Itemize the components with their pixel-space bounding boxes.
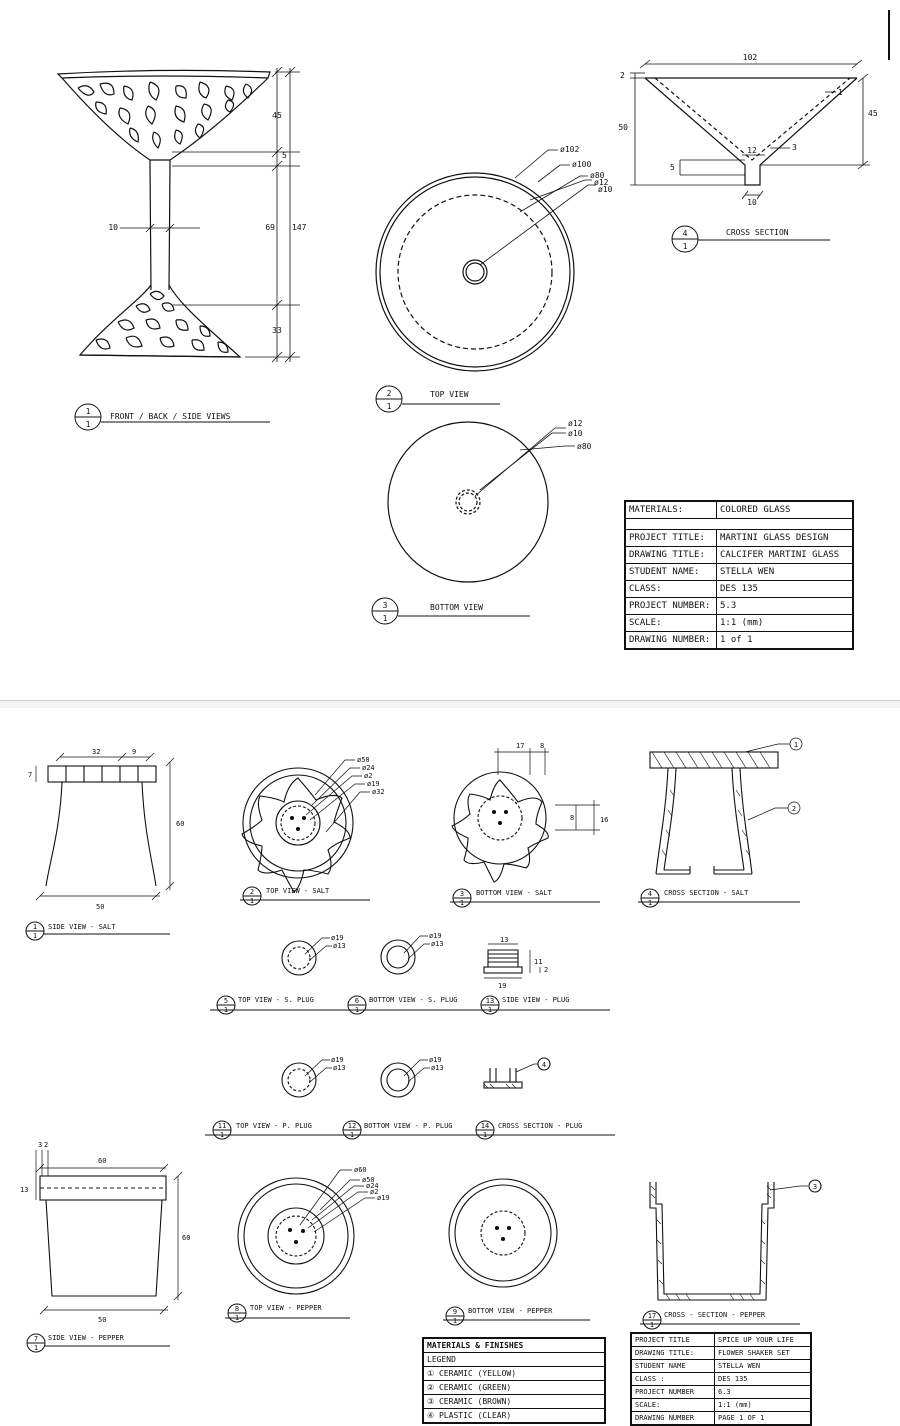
callout-text: ø19 <box>367 780 380 788</box>
label-number: 9 <box>452 1308 458 1316</box>
dim-cs-height-left: 50 <box>618 123 628 132</box>
dim-text: 19 <box>498 982 507 990</box>
balloon-cs-1: 1 <box>838 88 843 97</box>
tb-value: MARTINI GLASS DESIGN <box>720 533 829 543</box>
materials-label: MATERIALS: <box>626 502 717 518</box>
pepper-plug-views <box>282 1058 550 1097</box>
side-view-salt-shape <box>46 766 156 886</box>
callout-text: ø32 <box>372 788 385 796</box>
dim-stem-height: 69 <box>265 223 275 232</box>
label-number: 8 <box>234 1305 240 1313</box>
label-sheet: 1 <box>234 1314 240 1322</box>
tb-key: CLASS: <box>626 581 717 597</box>
callout-text: ø2 <box>370 1188 379 1196</box>
tb-key: SCALE: <box>626 615 717 631</box>
tb-key: PROJECT NUMBER <box>632 1386 715 1398</box>
dim-text: 3 <box>38 1141 43 1149</box>
legend-title: MATERIALS & FINISHES <box>424 1339 604 1353</box>
balloon-cs-3: 3 <box>792 143 797 152</box>
label-sheet: 1 <box>649 1321 655 1329</box>
dim-cs-height-right: 45 <box>868 109 878 118</box>
view-title: BOTTOM VIEW - PEPPER <box>468 1307 553 1315</box>
view-title: BOTTOM VIEW - S. PLUG <box>369 996 458 1004</box>
tb-value: DES 135 <box>718 1375 748 1383</box>
callout-text: ø50 <box>357 756 370 764</box>
bottom-view-salt-shape <box>452 772 548 882</box>
dim-text: 7 <box>28 771 33 779</box>
tb-value: STELLA WEN <box>720 567 775 577</box>
tb-value: 1:1 (mm) <box>718 1401 752 1409</box>
cross-section-glass <box>645 78 857 185</box>
label-number: 1 <box>32 923 38 931</box>
tb-value: 1:1 (mm) <box>720 618 764 628</box>
label-sheet: 1 <box>354 1006 360 1014</box>
view-title: SIDE VIEW - PLUG <box>502 996 570 1004</box>
tb-value: PAGE 1 OF 1 <box>718 1414 765 1422</box>
tb-key: STUDENT NAME <box>632 1360 715 1372</box>
tb-key: STUDENT NAME: <box>626 564 717 580</box>
top-view-pepper-shape <box>238 1178 354 1294</box>
legend-item: ② CERAMIC (GREEN) <box>424 1381 604 1395</box>
label-number: 2 <box>249 888 255 896</box>
tb-key: PROJECT TITLE: <box>626 530 717 546</box>
callout-text: ø24 <box>366 1182 379 1190</box>
dim-bowl-height: 45 <box>272 111 282 120</box>
view-title-cross: CROSS SECTION <box>726 228 789 237</box>
title-block-shakers <box>630 1332 812 1426</box>
dim-base-height: 33 <box>272 326 282 335</box>
dim-text: 13 <box>20 1186 29 1194</box>
view-title: BOTTOM VIEW - P. PLUG <box>364 1122 453 1130</box>
dim-text: 8 <box>540 742 545 750</box>
balloon-text: 1 <box>793 741 799 749</box>
salt-plug-views <box>282 936 430 975</box>
callout-text: ø19 <box>429 1056 442 1064</box>
label-2-number: 2 <box>386 389 392 398</box>
materials-value: COLORED GLASS <box>720 505 791 515</box>
callout-text: ø19 <box>429 932 442 940</box>
label-2-sheet: 1 <box>386 402 392 411</box>
tb-key: PROJECT TITLE <box>632 1334 715 1346</box>
view-title: SIDE VIEW - PEPPER <box>48 1334 124 1342</box>
tb-key: CLASS : <box>632 1373 715 1385</box>
callout-bottom-d12: ø12 <box>568 419 583 428</box>
callout-text: ø19 <box>377 1194 390 1202</box>
dim-text: 17 <box>516 742 525 750</box>
view-title-front: FRONT / BACK / SIDE VIEWS <box>110 412 231 421</box>
cross-section-dimensions <box>630 60 870 199</box>
tb-key: DRAWING NUMBER: <box>626 632 717 648</box>
title-block-martini <box>624 500 854 650</box>
top-view-salt-shape <box>242 768 353 892</box>
bottom-view-leaders <box>475 428 575 496</box>
label-sheet: 1 <box>487 1006 493 1014</box>
tb-key: PROJECT NUMBER: <box>626 598 717 614</box>
dim-text: 32 <box>92 748 101 756</box>
dim-cs-neck-height: 5 <box>670 163 675 172</box>
label-sheet: 1 <box>482 1131 488 1139</box>
tb-value: STELLA WEN <box>718 1362 761 1370</box>
drawing-sheet-shakers <box>0 708 900 1421</box>
tb-value: CALCIFER MARTINI GLASS <box>720 550 840 560</box>
label-number: 14 <box>480 1122 490 1130</box>
callout-text: ø19 <box>331 934 344 942</box>
label-number: 11 <box>217 1122 227 1130</box>
label-1-sheet: 1 <box>85 420 91 429</box>
callout-text: ø24 <box>362 764 375 772</box>
bottom-view-pepper-shape <box>449 1179 557 1287</box>
label-sheet: 1 <box>33 1344 39 1352</box>
label-sheet: 1 <box>249 897 255 905</box>
shaker-drawing <box>0 708 900 1421</box>
label-4-sheet: 1 <box>682 242 688 251</box>
front-view-glass <box>58 70 270 357</box>
label-4-number: 4 <box>682 229 688 238</box>
callout-d80: ø80 <box>590 171 605 180</box>
legend-item: ① CERAMIC (YELLOW) <box>424 1367 604 1381</box>
view-title: CROSS - SECTION - PEPPER <box>664 1311 766 1319</box>
balloon-text: 2 <box>791 805 797 813</box>
view-title: BOTTOM VIEW - SALT <box>476 889 552 897</box>
callout-d100: ø100 <box>572 160 592 169</box>
dim-stem-width: 10 <box>108 223 118 232</box>
view-title: CROSS SECTION - PLUG <box>498 1122 583 1130</box>
top-view-glass <box>376 173 574 371</box>
label-3-sheet: 1 <box>382 614 388 623</box>
dim-text: 8 <box>570 814 575 822</box>
callout-text: ø19 <box>331 1056 344 1064</box>
label-sheet: 1 <box>223 1006 229 1014</box>
dim-cs-inner-stem: 12 <box>747 146 757 155</box>
label-number: 5 <box>223 997 229 1005</box>
tb-key: DRAWING TITLE: <box>632 1347 715 1359</box>
callout-text: ø13 <box>431 1064 444 1072</box>
tb-value: 1 of 1 <box>720 635 753 645</box>
callout-bottom-d10: ø10 <box>568 429 583 438</box>
label-number: 6 <box>354 997 360 1005</box>
label-number: 12 <box>347 1122 357 1130</box>
callout-d102: ø102 <box>560 145 580 154</box>
callout-text: ø13 <box>333 942 346 950</box>
dim-text: 11 <box>534 958 543 966</box>
dim-text: 2 <box>44 1141 49 1149</box>
view-title: TOP VIEW - PEPPER <box>250 1304 322 1312</box>
label-3-number: 3 <box>382 601 388 610</box>
tb-value: FLOWER SHAKER SET <box>718 1349 790 1357</box>
view-title-bottom: BOTTOM VIEW <box>430 603 483 612</box>
view-title: TOP VIEW - S. PLUG <box>238 996 314 1004</box>
dim-text: 50 <box>96 903 105 911</box>
label-sheet: 1 <box>452 1317 458 1325</box>
label-number: 7 <box>33 1335 39 1343</box>
dim-text: 2 <box>544 966 549 974</box>
tb-key: DRAWING NUMBER <box>632 1412 715 1424</box>
callout-text: ø50 <box>362 1176 375 1184</box>
dim-total-height: 147 <box>292 223 307 232</box>
legend-item: ④ PLASTIC (CLEAR) <box>427 1411 512 1420</box>
label-number: 13 <box>485 997 495 1005</box>
dim-cs-thickness: 2 <box>620 71 625 80</box>
tb-key: SCALE: <box>632 1399 715 1411</box>
label-sheet: 1 <box>219 1131 225 1139</box>
legend-subtitle: LEGEND <box>424 1353 604 1367</box>
callout-text: ø60 <box>354 1166 367 1174</box>
dim-text: 60 <box>182 1234 191 1242</box>
dim-text: 9 <box>132 748 137 756</box>
bottom-view-glass <box>388 422 548 582</box>
view-title-top: TOP VIEW <box>430 390 469 399</box>
view-title: TOP VIEW - P. PLUG <box>236 1122 312 1130</box>
view-title: SIDE VIEW - SALT <box>48 923 116 931</box>
cross-section-pepper-shape <box>650 1180 821 1300</box>
side-view-pepper-shape <box>40 1176 166 1296</box>
label-sheet: 1 <box>647 899 653 907</box>
balloon-text: 3 <box>812 1183 818 1191</box>
tb-value: DES 135 <box>720 584 758 594</box>
callout-text: ø2 <box>364 772 373 780</box>
dim-text: 60 <box>98 1157 107 1165</box>
tb-value: SPICE UP YOUR LIFE <box>718 1336 794 1344</box>
legend-block <box>422 1337 606 1424</box>
view-title: TOP VIEW - SALT <box>266 887 330 895</box>
label-number: 4 <box>647 890 653 898</box>
dim-text: 60 <box>176 820 185 828</box>
cross-section-salt-shape <box>650 752 778 874</box>
dim-text: 16 <box>600 816 609 824</box>
dim-text: 13 <box>500 936 509 944</box>
label-number: 3 <box>459 890 465 898</box>
callout-d10: ø10 <box>598 185 613 194</box>
dim-text: 50 <box>98 1316 107 1324</box>
drawing-sheet-martini <box>0 0 900 700</box>
view-title: CROSS SECTION - SALT <box>664 889 749 897</box>
tb-value: 5.3 <box>720 601 737 611</box>
label-sheet: 1 <box>349 1131 355 1139</box>
dim-neck: 5 <box>282 151 287 160</box>
dim-cs-stem-width: 10 <box>747 198 757 207</box>
side-salt-dims <box>36 753 174 900</box>
callout-text: ø13 <box>431 940 444 948</box>
dim-cs-top-width: 102 <box>742 53 758 62</box>
side-plug-shape <box>484 950 522 973</box>
label-sheet: 1 <box>459 899 465 907</box>
balloon-text: 4 <box>541 1061 547 1069</box>
label-sheet: 1 <box>32 932 38 940</box>
label-1-number: 1 <box>85 407 91 416</box>
tb-value: 6.3 <box>718 1388 731 1396</box>
label-number: 17 <box>647 1312 657 1320</box>
callout-text: ø13 <box>333 1064 346 1072</box>
tb-key: DRAWING TITLE: <box>626 547 717 563</box>
callout-d12: ø12 <box>594 178 609 187</box>
callout-bottom-d80: ø80 <box>577 442 592 451</box>
legend-item: ③ CERAMIC (BROWN) <box>424 1395 604 1409</box>
